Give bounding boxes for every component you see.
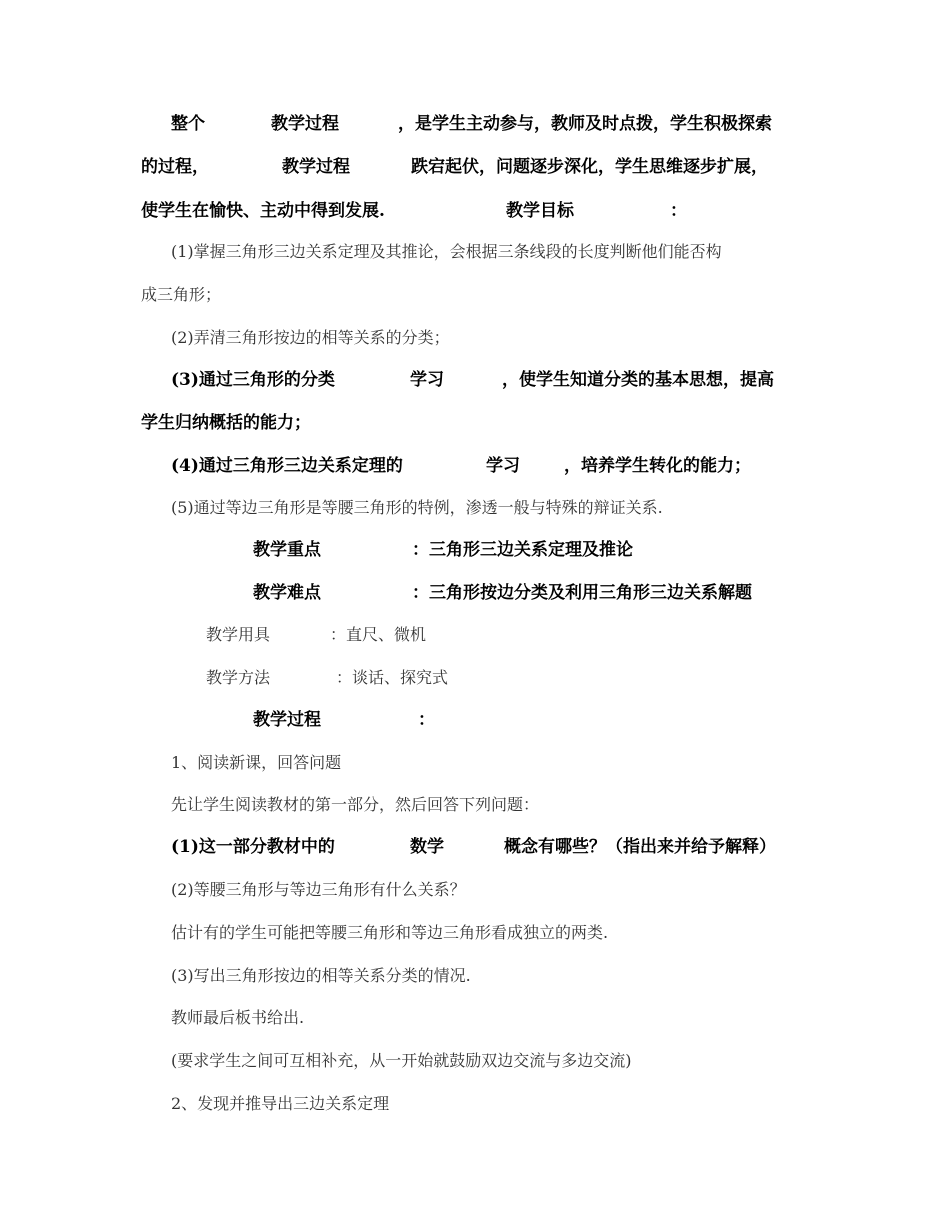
para1-line2 — [0, 159, 950, 179]
question-3-note: 教师最后板书给出. — [171, 1008, 305, 1027]
difficulty-label: 教学难点 — [253, 583, 321, 603]
text-segment: 数学 — [410, 837, 444, 857]
method-value: ：谈话、探究式 — [336, 668, 449, 687]
step-1-intro: 先让学生阅读教材的第一部分，然后回答下列问题： — [171, 795, 540, 814]
text-segment: ，使学生知道分类的基本思想，提高 — [502, 370, 774, 390]
text-segment: 教学目标 — [506, 201, 574, 221]
question-2: (2)等腰三角形与等边三角形有什么关系？ — [171, 880, 466, 899]
text-segment: 概念有哪些？（指出来并给予解释） — [504, 837, 776, 857]
text-segment: 学习 — [486, 456, 520, 476]
objective-1a: (1)掌握三角形三边关系定理及其推论，会根据三条线段的长度判断他们能否构 — [171, 242, 722, 261]
step-2: 2、发现并推导出三边关系定理 — [171, 1094, 390, 1113]
key-point — [0, 542, 950, 562]
text-segment: 教学过程 — [271, 114, 339, 134]
step-1: 1、阅读新课，回答问题 — [171, 753, 342, 772]
text-segment: (4)通过三角形三边关系定理的 — [171, 456, 403, 476]
text-segment: ： — [670, 201, 687, 221]
text-segment: 使学生在愉快、主动中得到发展. — [141, 201, 385, 221]
question-1 — [0, 839, 950, 859]
key-point-label: 教学重点 — [253, 540, 321, 560]
exchange-note: (要求学生之间可互相补充，从一开始就鼓励双边交流与多边交流) — [171, 1051, 632, 1070]
question-3: (3)写出三角形按边的相等关系分类的情况. — [171, 966, 471, 985]
objective-3a — [0, 372, 950, 392]
text-segment: 学习 — [410, 370, 444, 390]
text-segment: 整个 — [171, 114, 205, 134]
para1-line3 — [0, 203, 950, 223]
text-segment: 的过程， — [141, 157, 209, 177]
process-label: 教学过程 — [253, 710, 321, 730]
objective-1b: 成三角形； — [141, 285, 222, 304]
objective-2: (2)弄清三角形按边的相等关系的分类； — [171, 328, 450, 347]
text-segment: 教学过程 — [282, 157, 350, 177]
text-segment: ，是学生主动参与，教师及时点拨，学生积极探索 — [398, 114, 772, 134]
tools-label: 教学用具 — [206, 625, 271, 644]
difficulty-value: ：三角形按边分类及利用三角形三边关系解题 — [412, 583, 752, 603]
text-segment: (1)这一部分教材中的 — [171, 837, 335, 857]
tools-value: ：直尺、微机 — [330, 625, 427, 644]
process-colon: ： — [418, 710, 435, 730]
process-heading — [0, 712, 950, 732]
key-point-value: ：三角形三边关系定理及推论 — [412, 540, 633, 560]
difficulty — [0, 585, 950, 605]
question-2-note: 估计有的学生可能把等腰三角形和等边三角形看成独立的两类. — [171, 923, 609, 942]
para1-line1 — [0, 116, 950, 136]
objective-5: (5)通过等边三角形是等腰三角形的特例，渗透一般与特殊的辩证关系. — [171, 498, 663, 517]
text-segment: 跌宕起伏，问题逐步深化，学生思维逐步扩展， — [411, 157, 768, 177]
method-label: 教学方法 — [206, 668, 271, 687]
method — [0, 670, 950, 690]
tools — [0, 627, 950, 647]
objective-3b: 学生归纳概括的能力； — [141, 413, 311, 433]
text-segment: (3)通过三角形的分类 — [171, 370, 335, 390]
text-segment: ，培养学生转化的能力； — [564, 456, 751, 476]
objective-4 — [0, 458, 950, 478]
